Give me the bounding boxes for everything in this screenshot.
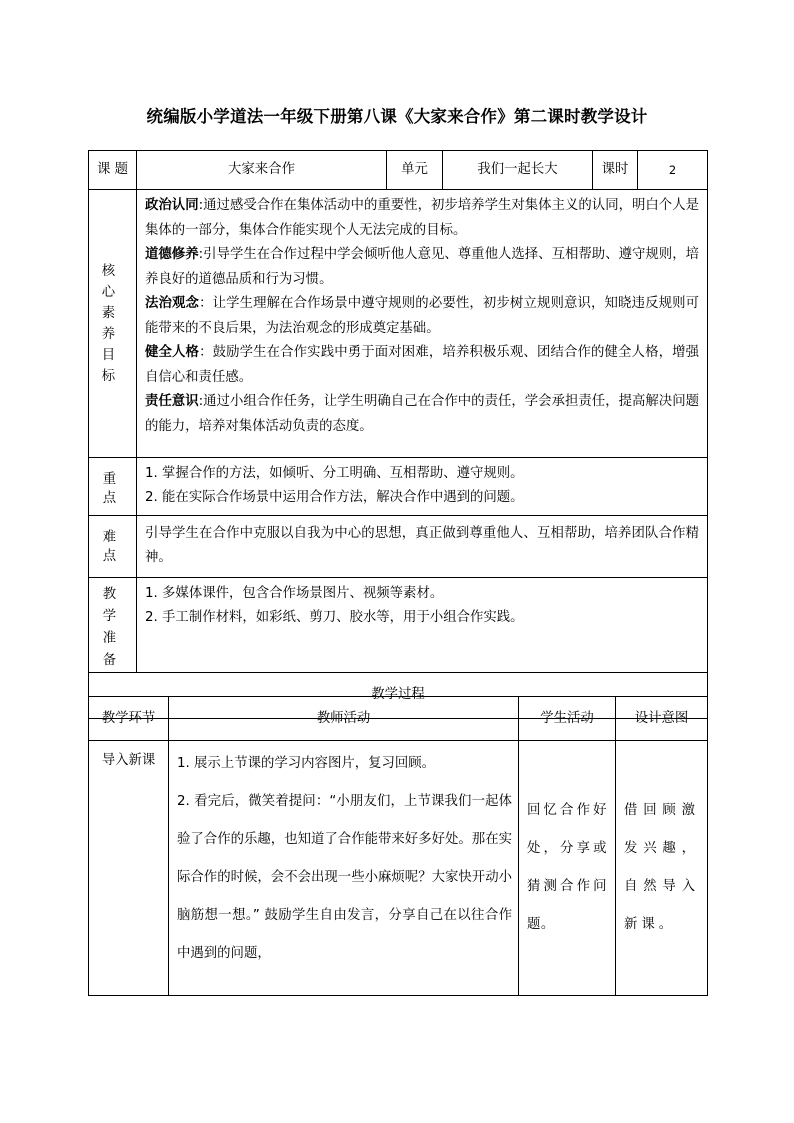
core-goal-text: 引导学生在合作过程中学会倾听他人意见、尊重他人选择、互相帮助、遵守规则，培养良好的道德品质和行为习惯。 (145, 247, 699, 287)
prep-label-line: 准 备 (102, 631, 123, 668)
topic-label: 课 题 (89, 151, 137, 190)
key-points-label: 重 点 (89, 458, 137, 516)
prep-label-line: 教 学 (102, 587, 123, 624)
core-goal-head: 责任意识 (145, 394, 199, 409)
core-goal-head: 道德修养 (145, 247, 199, 262)
design-intent-cell: 借回顾激发兴趣，自然导入新课。 (616, 741, 708, 996)
key-points-content (137, 458, 708, 516)
core-goal-text: 让学生理解在合作场景中遵守规则的必要性，初步树立规则意识，知晓违反规则可能带来的不良后果，为法治观念的形成奠定基础。 (145, 296, 699, 336)
core-goal-sep: ： (199, 345, 213, 360)
key-point-line: 1. 掌握合作的方法，如倾听、分工明确、互相帮助、遵守规则。 (145, 466, 524, 481)
prep-line: 1. 多媒体课件，包含合作场景图片、视频等素材。 (145, 586, 444, 601)
header-intent: 设计意图 (616, 697, 708, 741)
core-goal-item (145, 390, 699, 439)
topic-value: 大家来合作 (137, 151, 387, 190)
header-stage: 教学环节 (89, 697, 169, 741)
core-label-line: 目 标 (101, 347, 124, 384)
preparation-label (89, 578, 137, 673)
student-activity-cell: 回忆合作好处，分享或猜测合作问题。 (519, 741, 616, 996)
core-goals-content (137, 190, 708, 458)
core-goal-text: 通过小组合作任务，让学生明确自己在合作中的责任，学会承担责任，提高解决问题的能力，培养对集体活动负责的态度。 (145, 394, 699, 434)
core-goal-sep: : (198, 247, 204, 262)
unit-label: 单元 (387, 151, 443, 190)
difficult-points-label: 难 点 (89, 516, 137, 578)
core-goal-sep: : (198, 394, 204, 409)
table-row (89, 741, 708, 996)
core-goals-label (89, 190, 137, 458)
core-label-line: 素 养 (101, 305, 124, 342)
header-student: 学生活动 (519, 697, 616, 741)
core-goal-item (145, 341, 699, 390)
core-goal-item (145, 292, 699, 341)
core-goal-text: 通过感受合作在集体活动中的重要性，初步培养学生对集体主义的认同，明白个人是集体的一部分，集体合作能实现个人无法完成的目标。 (145, 198, 699, 238)
core-goal-item (145, 194, 699, 243)
period-value: 2 (638, 151, 708, 190)
core-goal-sep: : (198, 198, 204, 213)
prep-line: 2. 手工制作材料，如彩纸、剪刀、胶水等，用于小组合作实践。 (145, 610, 524, 625)
period-label: 课时 (593, 151, 638, 190)
core-label-line: 核 心 (101, 263, 124, 300)
core-goal-item (145, 243, 699, 292)
key-point-line: 2. 能在实际合作场景中运用合作方法，解决合作中遇到的问题。 (145, 490, 524, 505)
core-goal-head: 政治认同 (145, 198, 199, 213)
unit-value: 我们一起长大 (443, 151, 593, 190)
core-goal-text: 鼓励学生在合作实践中勇于面对困难，培养积极乐观、团结合作的健全人格，增强自信心和责任感。 (145, 345, 699, 385)
core-goal-head: 健全人格 (145, 345, 200, 360)
document-title: 统编版小学道法一年级下册第八课《大家来合作》第二课时教学设计 (146, 107, 648, 126)
teaching-process-table (88, 696, 708, 996)
lesson-info-table (88, 150, 708, 719)
core-goal-sep: ： (199, 296, 213, 311)
teacher-activity-cell (169, 741, 519, 996)
core-goal-head: 法治观念 (145, 296, 200, 311)
header-teacher: 教师活动 (169, 697, 519, 741)
teacher-activity-line: 1. 展示上节课的学习内容图片，复习回顾。 (177, 756, 436, 771)
stage-cell: 导入新课 (89, 741, 169, 996)
difficult-points-content: 引导学生在合作中克服以自我为中心的思想，真正做到尊重他人、互相帮助，培养团队合作精神。 (137, 516, 708, 578)
preparation-content (137, 578, 708, 673)
process-title: 教学过程 (89, 673, 708, 719)
teacher-activity-line: 2. 看完后，微笑着提问：“小朋友们，上节课我们一起体验了合作的乐趣，也知道了合作能带来好多好处。那在实际合作的时候，会不会出现一些小麻烦呢？大家快开动小脑筋想一想。” 鼓励学生自由发言，分享自己在以往合作中遇到的问题， (177, 794, 512, 961)
